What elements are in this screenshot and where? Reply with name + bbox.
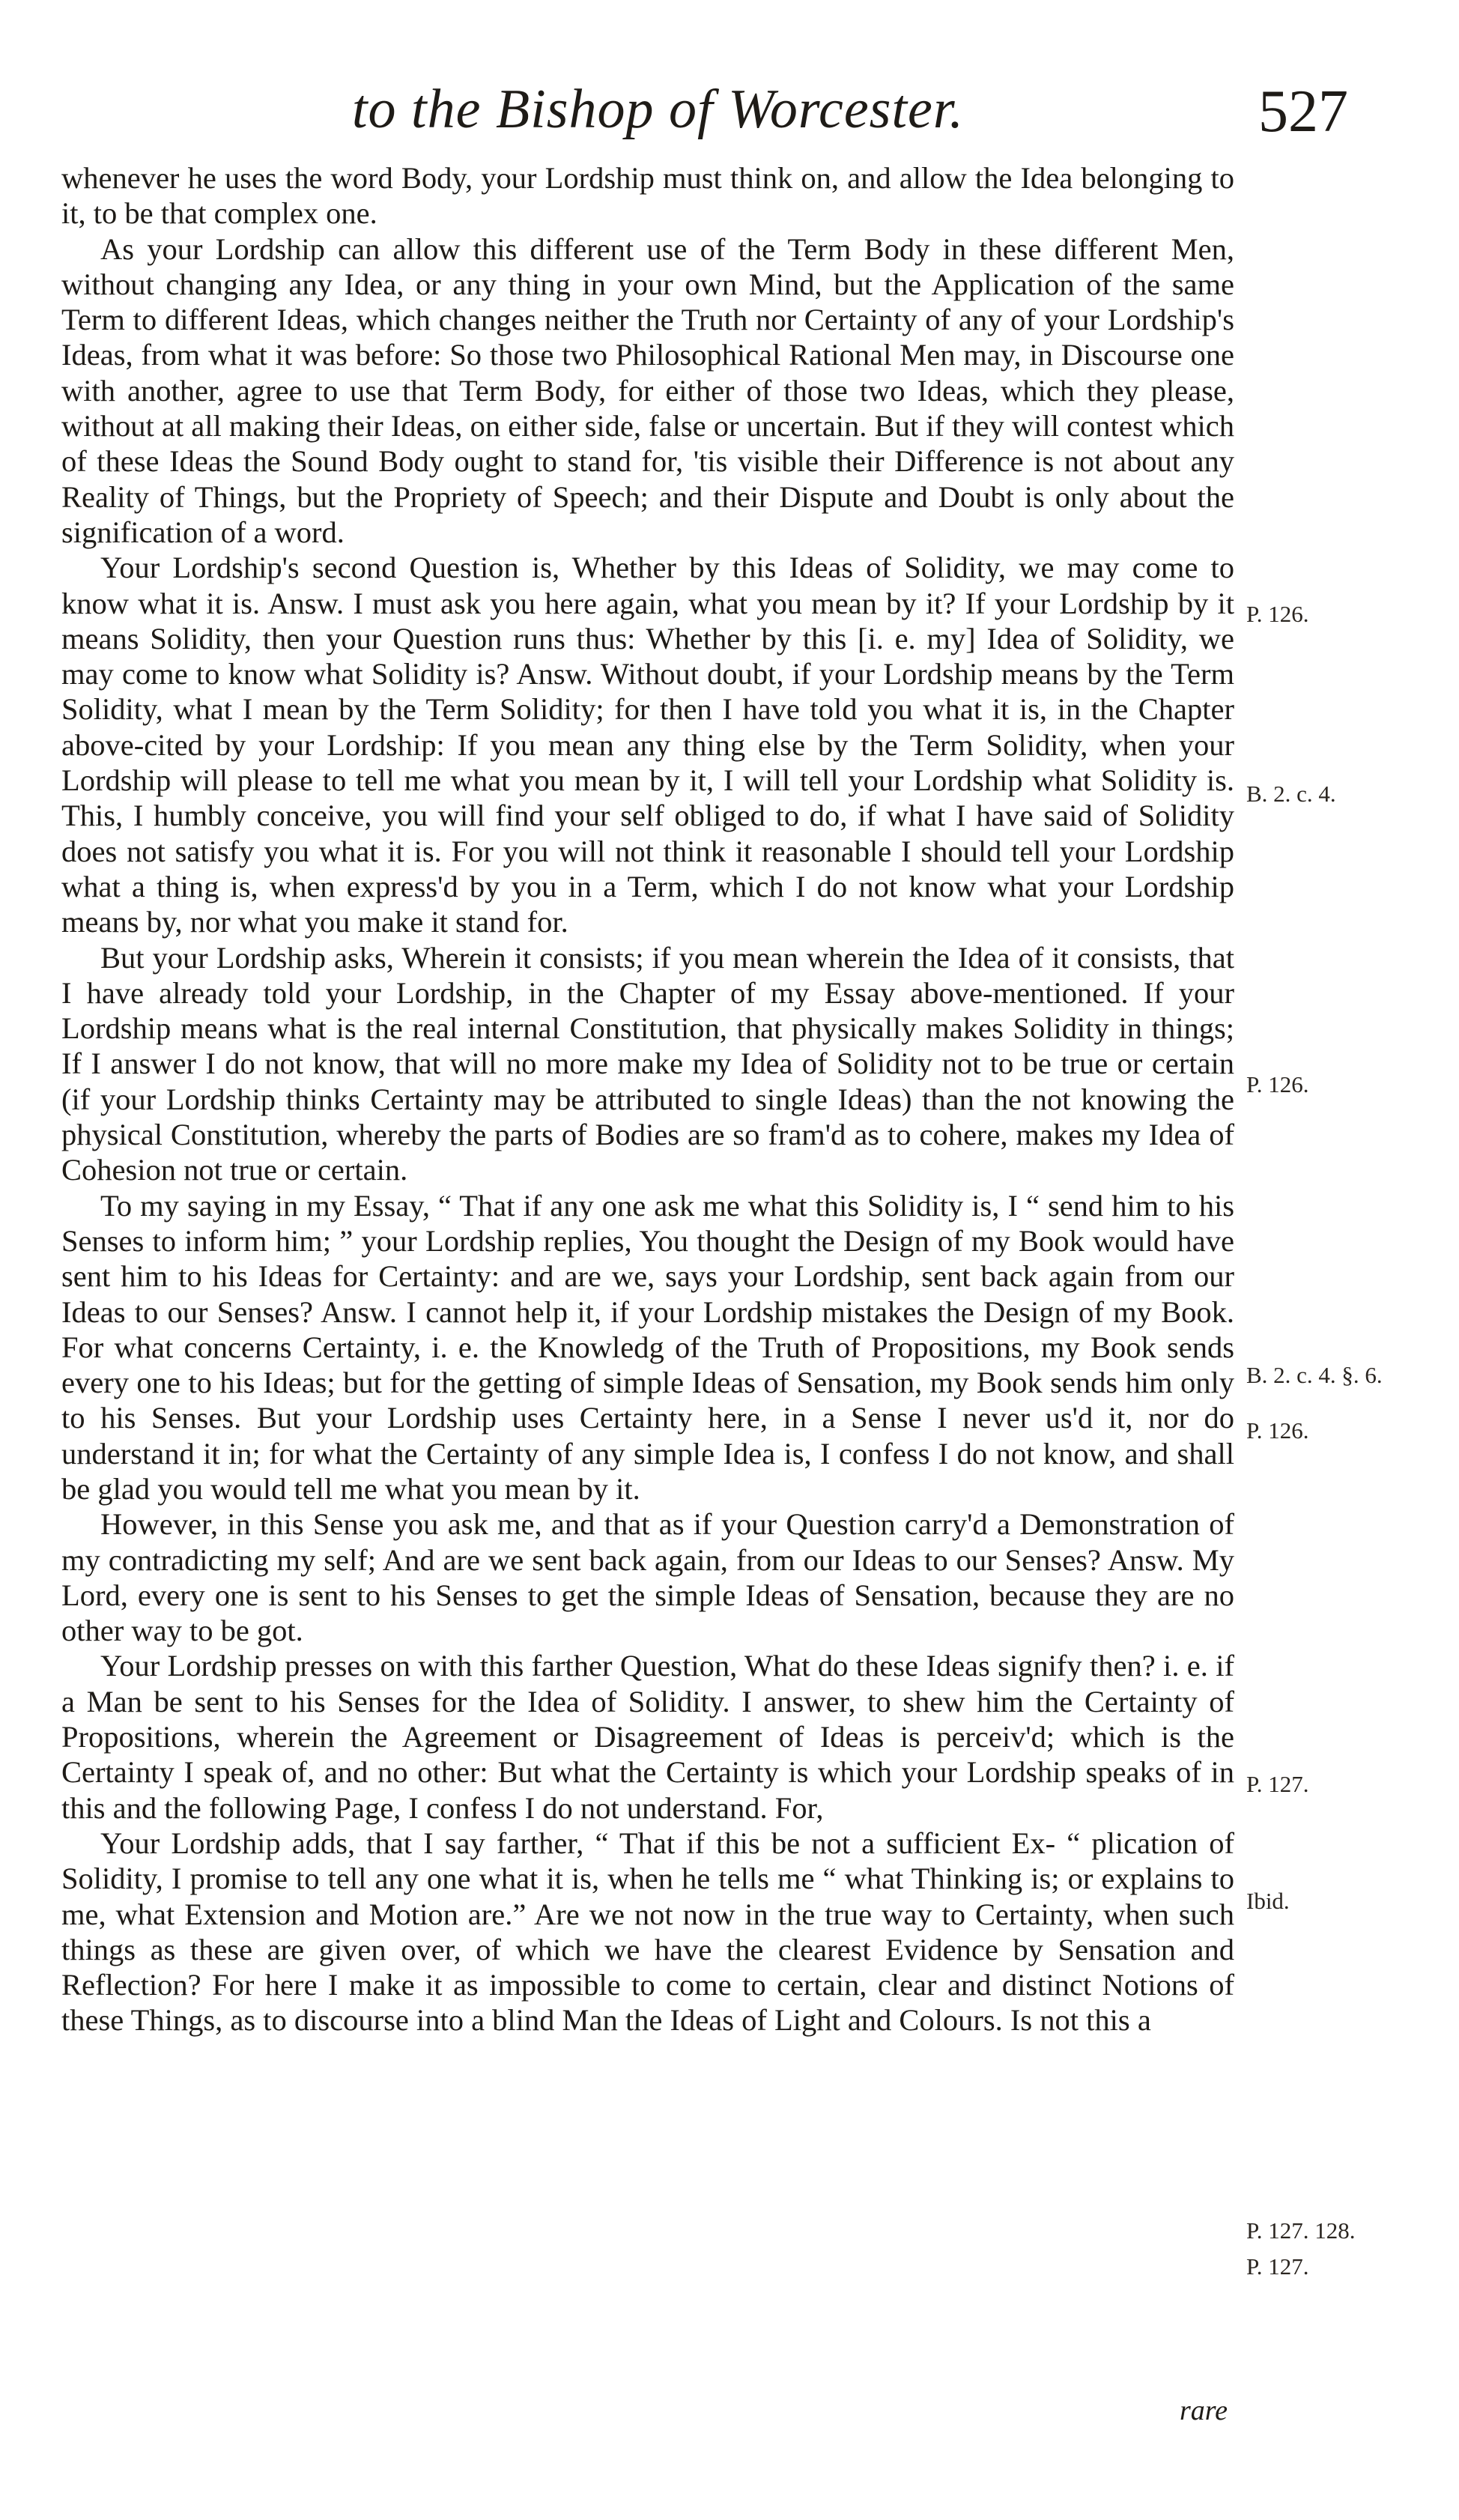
page-number: 527 <box>1258 79 1348 145</box>
page-header <box>0 78 1459 160</box>
running-title: to the Bishop of Worcester. <box>352 79 964 140</box>
margin-note: B. 2. c. 4. §. 6. <box>1246 1362 1383 1388</box>
paragraph: To my saying in my Essay, “ That if any one ask me what this Solidity is, I “ send him to his Senses to inform him; ” your Lordship replies, You thought the Design of my Book would have sent him to his Ideas for Certainty: and are we, says your Lordship, sent back again from our Ideas to our Senses? Answ. I cannot help it, if your Lordship mistakes the Design of my Book. For what concerns Certainty, i. e. the Knowledg of the Truth of Propositions, my Book sends every one to his Ideas; but for the getting of simple Ideas of Sensation, my Book sends him only to his Senses. But your Lordship uses Certainty here, in a Sense I never us'd it, nor do understand it in; for what the Certainty of any simple Idea is, I confess I do not know, and shall be glad you would tell me what you mean by it. <box>61 1188 1234 1506</box>
catchword: rare <box>1180 2395 1228 2426</box>
paragraph: However, in this Sense you ask me, and that as if your Question carry'd a Demonstration of my contradicting my self; And are we sent back again, from our Ideas to our Senses? Answ. My Lord, every one is sent to his Senses to get the simple Ideas of Sensation, because they are no other way to be got. <box>61 1507 1234 1648</box>
margin-note: B. 2. c. 4. <box>1246 781 1336 807</box>
margin-note: Ibid. <box>1246 1888 1290 1914</box>
paragraph: whenever he uses the word Body, your Lordship must think on, and allow the Idea belonging to it, to be that complex one. <box>61 161 1234 231</box>
margin-note: P. 127. <box>1246 2253 1309 2280</box>
body-text <box>61 160 1234 2038</box>
margin-note: P. 126. <box>1246 1417 1309 1444</box>
paragraph: Your Lordship adds, that I say farther, “ That if this be not a sufficient Ex- “ plication of Solidity, I promise to tell any one what it is, when he tells me “ what Thinking is; or explains to me, what Extension and Motion are.” Are we not now in the true way to Certainty, when such things as these are given over, of which we have the clearest Evidence by Sensation and Reflection? For here I make it as impossible to come to certain, clear and distinct Notions of these Things, as to discourse into a blind Man the Ideas of Light and Colours. Is not this a <box>61 1826 1234 2038</box>
paragraph: As your Lordship can allow this different use of the Term Body in these different Men, without changing any Idea, or any thing in your own Mind, but the Application of the same Term to different Ideas, which changes neither the Truth nor Certainty of any of your Lordship's Ideas, from what it was before: So those two Philosophical Rational Men may, in Discourse one with another, agree to use that Term Body, for either of those two Ideas, which they please, without at all making their Ideas, on either side, false or uncertain. But if they will contest which of these Ideas the Sound Body ought to stand for, 'tis visible their Difference is not about any Reality of Things, but the Propriety of Speech; and their Dispute and Doubt is only about the signification of a word. <box>61 231 1234 549</box>
margin-note: P. 127. <box>1246 1771 1309 1797</box>
paragraph: Your Lordship's second Question is, Whether by this Ideas of Solidity, we may come to know what it is. Answ. I must ask you here again, what you mean by it? If your Lordship by it means Solidity, then your Question runs thus: Whether by this [i. e. my] Idea of Solidity, we may come to know what Solidity is? Answ. Without doubt, if your Lordship means by the Term Solidity, what I mean by the Term Solidity; for then I have told you what it is, in the Chapter above-cited by your Lordship: If you mean any thing else by the Term Solidity, when your Lordship will please to tell me what you mean by it, I will tell your Lordship what Solidity is. This, I humbly conceive, you will find your self obliged to do, if what I have said of Solidity does not satisfy you what it is. For you will not think it reasonable I should tell your Lordship what a thing is, when express'd by you in a Term, which I do not know what your Lordship means by, nor what you make it stand for. <box>61 551 1234 939</box>
paragraph: Your Lordship presses on with this farther Question, What do these Ideas signify then? i. e. if a Man be sent to his Senses for the Idea of Solidity. I answer, to shew him the Certainty of Propositions, wherein the Agreement or Disagreement of Ideas is perceiv'd; which is the Certainty I speak of, and no other: But what the Certainty is which your Lordship speaks of in this and the following Page, I confess I do not understand. For, <box>61 1649 1234 1825</box>
margin-note: P. 126. <box>1246 601 1309 627</box>
margin-note: P. 126. <box>1246 1071 1309 1097</box>
margin-note: P. 127. 128. <box>1246 2217 1356 2244</box>
paragraph: But your Lordship asks, Wherein it consists; if you mean wherein the Idea of it consists, that I have already told your Lordship, in the Chapter of my Essay above-mentioned. If your Lordship means what is the real internal Constitution, that physically makes Solidity in things; If I answer I do not know, that will no more make my Idea of Solidity not to be true or certain (if your Lordship thinks Certainty may be attributed to single Ideas) than the not knowing the physical Constitution, whereby the parts of Bodies are so fram'd as to cohere, makes my Idea of Cohesion not true or certain. <box>61 940 1234 1187</box>
